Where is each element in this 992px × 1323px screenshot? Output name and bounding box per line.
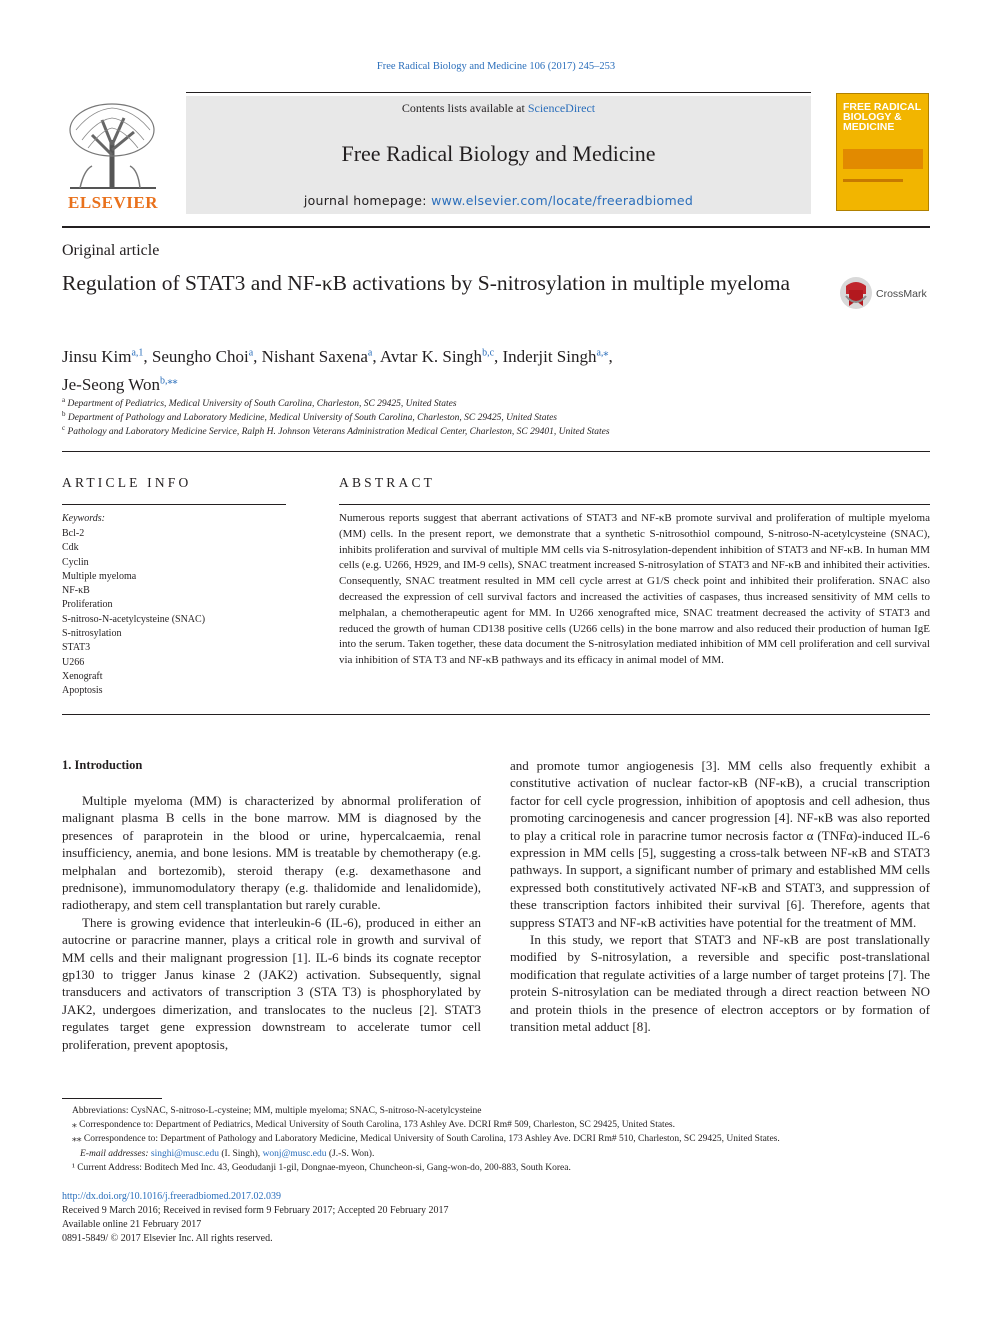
cover-lines — [843, 179, 903, 182]
author-list — [62, 340, 822, 397]
article-info-heading: ARTICLE INFO — [62, 475, 192, 490]
keyword[interactable]: Proliferation — [62, 599, 113, 611]
keyword[interactable]: S-nitrosylation — [62, 628, 122, 640]
email-footnote — [62, 1147, 930, 1161]
footnotes — [62, 1104, 930, 1175]
keyword[interactable]: Xenograft — [62, 670, 103, 682]
keywords-label: Keywords: — [62, 513, 105, 524]
publication-info — [62, 1190, 449, 1246]
abstract-text: Numerous reports suggest that aberrant activations of STAT3 and NF-κB promote survival and proliferation of multiple myeloma (MM) cells. In the present report, we demonstrate that a synthetic S-nitrosothiol compound, S-nitroso-N-acetylcysteine (SNAC), inhibits proliferation and survival of multiple MM cells via S-nitrosylation-dependent inhibition of STAT3 and NF-κB. In human MM cells (e.g. U266, H929, and IM-9 cells), SNAC treatment increased S-nitrosylation of STAT3 and NF-κB and inhibited their activities. Consequently, SNAC treatment resulted in MM cell cycle arrest at G1/S check point and inhibited their proliferation. SNAC also decreased the expression of cell survival factors and increased the activities of caspases, thus increased sensitivity of MM cells to melphalan, a chemotherapeutic agent for MM. In U266 xenografted mice, SNAC treatment decreased the activity of STAT3 and reduced the growth of human CD138 positive cells (U266 cells) in the bone marrow and also reduced their production of human IgE into the serum. Taken together, these data document the S-nitrosylation mediated inhibition of MM cell proliferation and cell survival via inhibition of STA T3 and NF-κB pathways and its efficacy in animal model of MM. — [339, 512, 930, 667]
email-link[interactable]: singhi@musc.edu — [150, 1148, 220, 1159]
correspondence-footnote: ⁎⁎ Correspondence to: Department of Pathology and Laboratory Medicine, Medical University of South Carolina, 173 Ashley Ave. DCRI Rm# 510, Charleston, SC 29425, United States. — [72, 1134, 780, 1145]
body-paragraph: In this study, we report that STAT3 and NF-κB are post translationally modified by S-nitrosylation, a reversible and specific post-translational modification that regulate activities of a large number of target proteins [7]. The protein S-nitrosylation can be mediated through a direct reaction between NO and protein thiols in the presence of electron acceptors or by formation of transition metal adduct [8]. — [510, 932, 930, 1035]
footnote-rule — [62, 1098, 162, 1099]
author[interactable]: Avtar K. Singh$^{b,c}$, — [379, 346, 503, 366]
crossmark-label[interactable]: CrossMark — [876, 288, 927, 300]
header-divider — [62, 226, 930, 228]
keyword[interactable]: NF-κB — [62, 585, 90, 597]
abbreviations-footnote: Abbreviations: CysNAC, S-nitroso-L-cysteine; MM, multiple myeloma; SNAC, S-nitroso-N-acetylcysteine — [72, 1106, 482, 1116]
abstract-bottom-rule — [62, 714, 930, 715]
body-paragraph: Multiple myeloma (MM) is characterized by abnormal proliferation of malignant plasma B cells in the bone marrow. MM is diagnosed by the presences of paraprotein in the blood or urine, hypercalcaemia, renal insufficiency, anemia, and bone lesions. MM is treatable by chemotherapy (e.g. melphalan and bortezomib), steroid therapy (e.g. dexamethasone and prednisone), immunomodulatory therapy (e.g. thalidomide and lenalidomide), radiotherapy, and stem cell transplantation but rarely curable. — [62, 793, 481, 913]
keyword[interactable]: STAT3 — [62, 642, 91, 654]
journal-cover-thumbnail[interactable] — [836, 93, 929, 211]
keyword[interactable]: Cyclin — [62, 556, 89, 568]
abstract-rule — [339, 504, 930, 505]
keyword[interactable]: Apoptosis — [62, 685, 103, 697]
email-owner: (I. Singh), — [219, 1148, 263, 1159]
contents-prefix: Contents lists available at — [401, 101, 528, 115]
homepage-link[interactable]: www.elsevier.com/locate/freeradbiomed — [431, 193, 694, 208]
elsevier-wordmark: ELSEVIER — [68, 193, 158, 212]
keyword[interactable]: U266 — [62, 656, 85, 668]
affiliation: $^a$ Department of Pediatrics, Medical University of South Carolina, Charleston, SC 29425, United States — [62, 396, 457, 410]
journal-citation[interactable]: Free Radical Biology and Medicine 106 (2017) 245–253 — [376, 61, 616, 72]
author[interactable]: Inderjit Singh$^{a,⁎}$, — [502, 346, 613, 366]
abstract-heading: ABSTRACT — [339, 475, 436, 490]
body-paragraph: and promote tumor angiogenesis [3]. MM cells also frequently exhibit a constitutive activation of nuclear factor-κB (NF-κB), a crucial transcription factor for cell cycle progression, inhibition of apoptosis and cell adhesion, thus promoting carcinogenesis and cancer progression [4]. NF-κB was also reported to play a critical role in paracrine tumor necrosis factor α (TNFα)-induced IL-6 expression in MM cells [5], suggesting a cross-talk between NF-κB and STAT3 pathways. In support, a significant number of primary and established MM cells expressed both constitutively activated NF-κB and STAT3, and suppression of these transcription factors inhibited their survival [6]. Therefore, agents that suppress STAT3 and NF-κB activities have potential for the treatment of MM. — [510, 758, 930, 930]
keyword[interactable]: Multiple myeloma — [62, 570, 137, 582]
journal-homepage — [186, 193, 811, 208]
journal-name: Free Radical Biology and Medicine — [341, 141, 656, 166]
copyright: 0891-5849/ © 2017 Elsevier Inc. All rights reserved. — [62, 1233, 273, 1244]
affiliation: $^b$ Department of Pathology and Laboratory Medicine, Medical University of South Carolina, Charleston, SC 29425, United States — [62, 410, 557, 424]
author[interactable]: Seungho Choi$^a$, — [151, 346, 262, 366]
email-link[interactable]: wonj@musc.edu — [262, 1148, 327, 1159]
current-address-footnote: ¹ Current Address: Boditech Med Inc. 43, Geodudanji 1-gil, Dongnae-myeon, Chuncheon-si, Gang-won-do, 200-883, South Korea. — [72, 1162, 571, 1173]
body-paragraph: There is growing evidence that interleukin-6 (IL-6), produced in either an autocrine or paracrine manner, plays a critical role in growth and survival of MM cells and their malignant progression [1]. IL-6 binds its cognate receptor gp130 to trigger Janus kinase 2 (JAK2) activation. Subsequently, signal transducers and activators of transcription 3 (STA T3) is phosphorylated by JAK2, undergoes dimerization, and translocates to the nucleus [2]. STAT3 regulates target gene expression downstream to accelerate tumor cell proliferation, prevent apoptosis, — [62, 914, 481, 1052]
keyword-list — [62, 527, 286, 699]
available-online: Available online 21 February 2017 — [62, 1219, 202, 1230]
section-heading-introduction: 1. Introduction — [62, 758, 143, 772]
article-info-rule — [62, 504, 286, 505]
article-title: Regulation of STAT3 and NF-κB activations by S-nitrosylation in multiple myeloma — [62, 271, 791, 295]
doi-link[interactable]: http://dx.doi.org/10.1016/j.freeradbiomed.2017.02.039 — [62, 1191, 281, 1202]
keyword[interactable]: S-nitroso-N-acetylcysteine (SNAC) — [62, 613, 206, 625]
body-column-right — [510, 757, 930, 1036]
title-block-divider — [62, 451, 930, 452]
affiliation: $^c$ Pathology and Laboratory Medicine Service, Ralph H. Johnson Veterans Administration Medical Center, Charleston, SC 29401, United States — [62, 424, 610, 438]
cover-band — [843, 149, 923, 169]
email-label: E-mail addresses: — [80, 1148, 149, 1159]
received-dates: Received 9 March 2016; Received in revised form 9 February 2017; Accepted 20 February 2017 — [62, 1205, 449, 1216]
contents-line — [186, 101, 811, 116]
author[interactable]: Je-Seong Won$^{b,⁎⁎}$ — [62, 375, 178, 395]
keyword[interactable]: Cdk — [62, 542, 79, 554]
author[interactable]: Jinsu Kim$^{a,1}$, — [62, 346, 152, 366]
email-owner: (J.-S. Won). — [326, 1148, 375, 1159]
masthead-top-rule — [186, 92, 811, 93]
homepage-label: journal homepage: — [303, 193, 432, 208]
cover-title: FREE RADICAL BIOLOGY & MEDICINE — [843, 101, 921, 133]
body-column-left — [62, 792, 481, 1053]
author[interactable]: Nishant Saxena$^a$, — [261, 346, 380, 366]
keyword[interactable]: Bcl-2 — [62, 528, 85, 539]
correspondence-footnote: ⁎ Correspondence to: Department of Pediatrics, Medical University of South Carolina, 173 Ashley Ave. DCRI Rm# 509, Charleston, SC 29425, United States. — [72, 1120, 675, 1131]
sciencedirect-link[interactable]: ScienceDirect — [527, 101, 596, 115]
article-type: Original article — [62, 242, 160, 259]
